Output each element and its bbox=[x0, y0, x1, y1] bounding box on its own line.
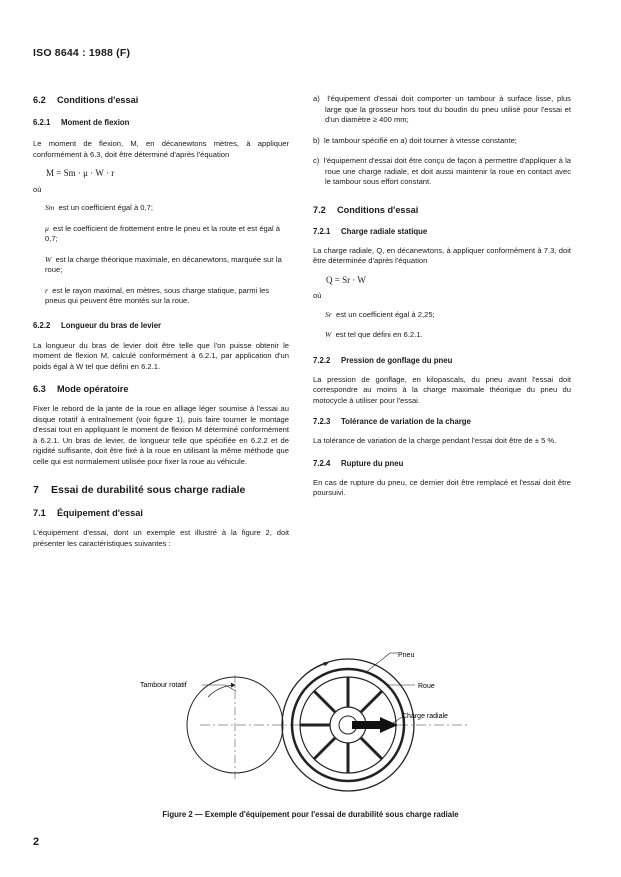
right-column bbox=[313, 94, 571, 499]
equation-charge: Q = Sr · W bbox=[326, 274, 366, 285]
ou-label: où bbox=[313, 291, 322, 300]
heading-7-2-4: 7.2.4 Rupture du pneu bbox=[313, 458, 404, 468]
paragraph-6-2-2: La longueur du bras de levier doit être telle que l'on puisse obtenir le moment de flexion M, calculé conformément à 6.2.1, par application d'un poids égal à W tel que défini en 6.2.1. bbox=[33, 340, 289, 371]
heading-7-2: 7.2 Conditions d'essai bbox=[313, 204, 419, 215]
paragraph-6-3: Fixer le rebord de la jante de la roue en alliage léger soumise à l'essai au disque rotatif à entraînement (voir figure 1), puis faire tourner le montage d'essai tout en appliquant le moment de flexion M déterminé conformément à 6.2.1. Un bras de levier, de longueur telle que spécifiée en 6.2.2 et de rigidité suffisante, doit être fixé à la roue en utilisant la même méthode que celle qui est normalement utilisée pour fixer la roue au véhicule. bbox=[33, 404, 289, 466]
list-item-c: c) l'équipement d'essai doit être conçu de façon à permettre d'appliquer à la roue une charge radiale, et doit aussi maintenir la roue en contact avec le tambour sous effort constant. bbox=[313, 156, 571, 186]
label-charge: Charge radiale bbox=[402, 713, 448, 720]
definition-r: r est le rayon maximal, en mètres, sous charge statique, parmi les pneus qui peuvent être montés sur la roue. bbox=[45, 285, 270, 305]
heading-6-3: 6.3 Mode opératoire bbox=[33, 384, 129, 394]
paragraph-7-2-3: La tolérance de variation de la charge pendant l'essai doit être de ± 5 %. bbox=[313, 436, 557, 445]
figure-2-diagram bbox=[140, 645, 480, 795]
page-number: 2 bbox=[33, 836, 40, 848]
heading-7-2-1: 7.2.1 Charge radiale statique bbox=[313, 226, 428, 236]
paragraph-7-2-1: La charge radiale, Q, en décanewtons, à appliquer conformément à 7.3, doit être déterminée d'après l'équation bbox=[313, 245, 571, 265]
list-item-a: a) l'équipement d'essai doit comporter un tambour à surface lisse, plus large que la grosseur hors tout du boudin du pneu utilisé pour l'essai et d'un diamètre ≥ 400 mm; bbox=[313, 94, 571, 124]
heading-6-2-2: 6.2.2 Longueur du bras de levier bbox=[33, 320, 162, 330]
heading-7: 7 Essai de durabilité sous charge radiale bbox=[33, 484, 246, 496]
label-tambour: Tambour rotatif bbox=[140, 682, 187, 689]
left-column bbox=[33, 94, 289, 549]
equation-moment: M = Sm · μ · W · r bbox=[46, 168, 115, 178]
definition-sr: Sr est un coefficient égal à 2,25; bbox=[325, 309, 435, 319]
definition-sm: Sm est un coefficient égal à 0,7; bbox=[45, 203, 153, 212]
heading-7-2-3: 7.2.3 Tolérance de variation de la charge bbox=[313, 417, 471, 426]
document-header: ISO 8644 : 1988 (F) bbox=[33, 47, 131, 59]
list-item-b: b) le tambour spécifié en a) doit tourner à vitesse constante; bbox=[313, 135, 517, 145]
figure-caption: Figure 2 — Exemple d'équipement pour l'essai de durabilité sous charge radiale bbox=[162, 810, 459, 819]
definition-w: W est la charge théorique maximale, en décanewtons, marquée sur la roue; bbox=[45, 254, 282, 274]
heading-6-2: 6.2 Conditions d'essai bbox=[33, 95, 139, 105]
label-roue: Roue bbox=[418, 683, 435, 690]
ou-label: où bbox=[33, 184, 42, 194]
paragraph-7-2-4: En cas de rupture du pneu, ce dernier doit être remplacé et l'essai doit être poursuivi. bbox=[313, 477, 571, 497]
paragraph-7-2-2: La pression de gonflage, en kilopascals, du pneu avant l'essai doit correspondre au moins à la charge maximale théorique du pneu du motocycle à utiliser pour l'essai. bbox=[313, 374, 571, 405]
label-pneu: Pneu bbox=[398, 652, 415, 659]
heading-7-2-2: 7.2.2 Pression de gonflage du pneu bbox=[313, 355, 453, 365]
drum-rotation-arrow bbox=[208, 685, 235, 697]
heading-7-1: 7.1 Équipement d'essai bbox=[33, 508, 143, 518]
paragraph-6-2-1: Le moment de flexion, M, en décanewtons mètres, à appliquer conformément à 6.3, doit être déterminé d'après l'équation bbox=[33, 139, 289, 159]
heading-6-2-1: 6.2.1 Moment de flexion bbox=[33, 118, 130, 127]
definition-mu: μ est le coefficient de frottement entre le pneu et la route et est égal à 0,7; bbox=[45, 223, 281, 243]
paragraph-7-1: L'équipement d'essai, dont un exemple est illustré à la figure 2, doit présenter les caractéristiques suivantes : bbox=[33, 528, 289, 548]
definition-w2: W est tel que défini en 6.2.1. bbox=[325, 330, 423, 339]
